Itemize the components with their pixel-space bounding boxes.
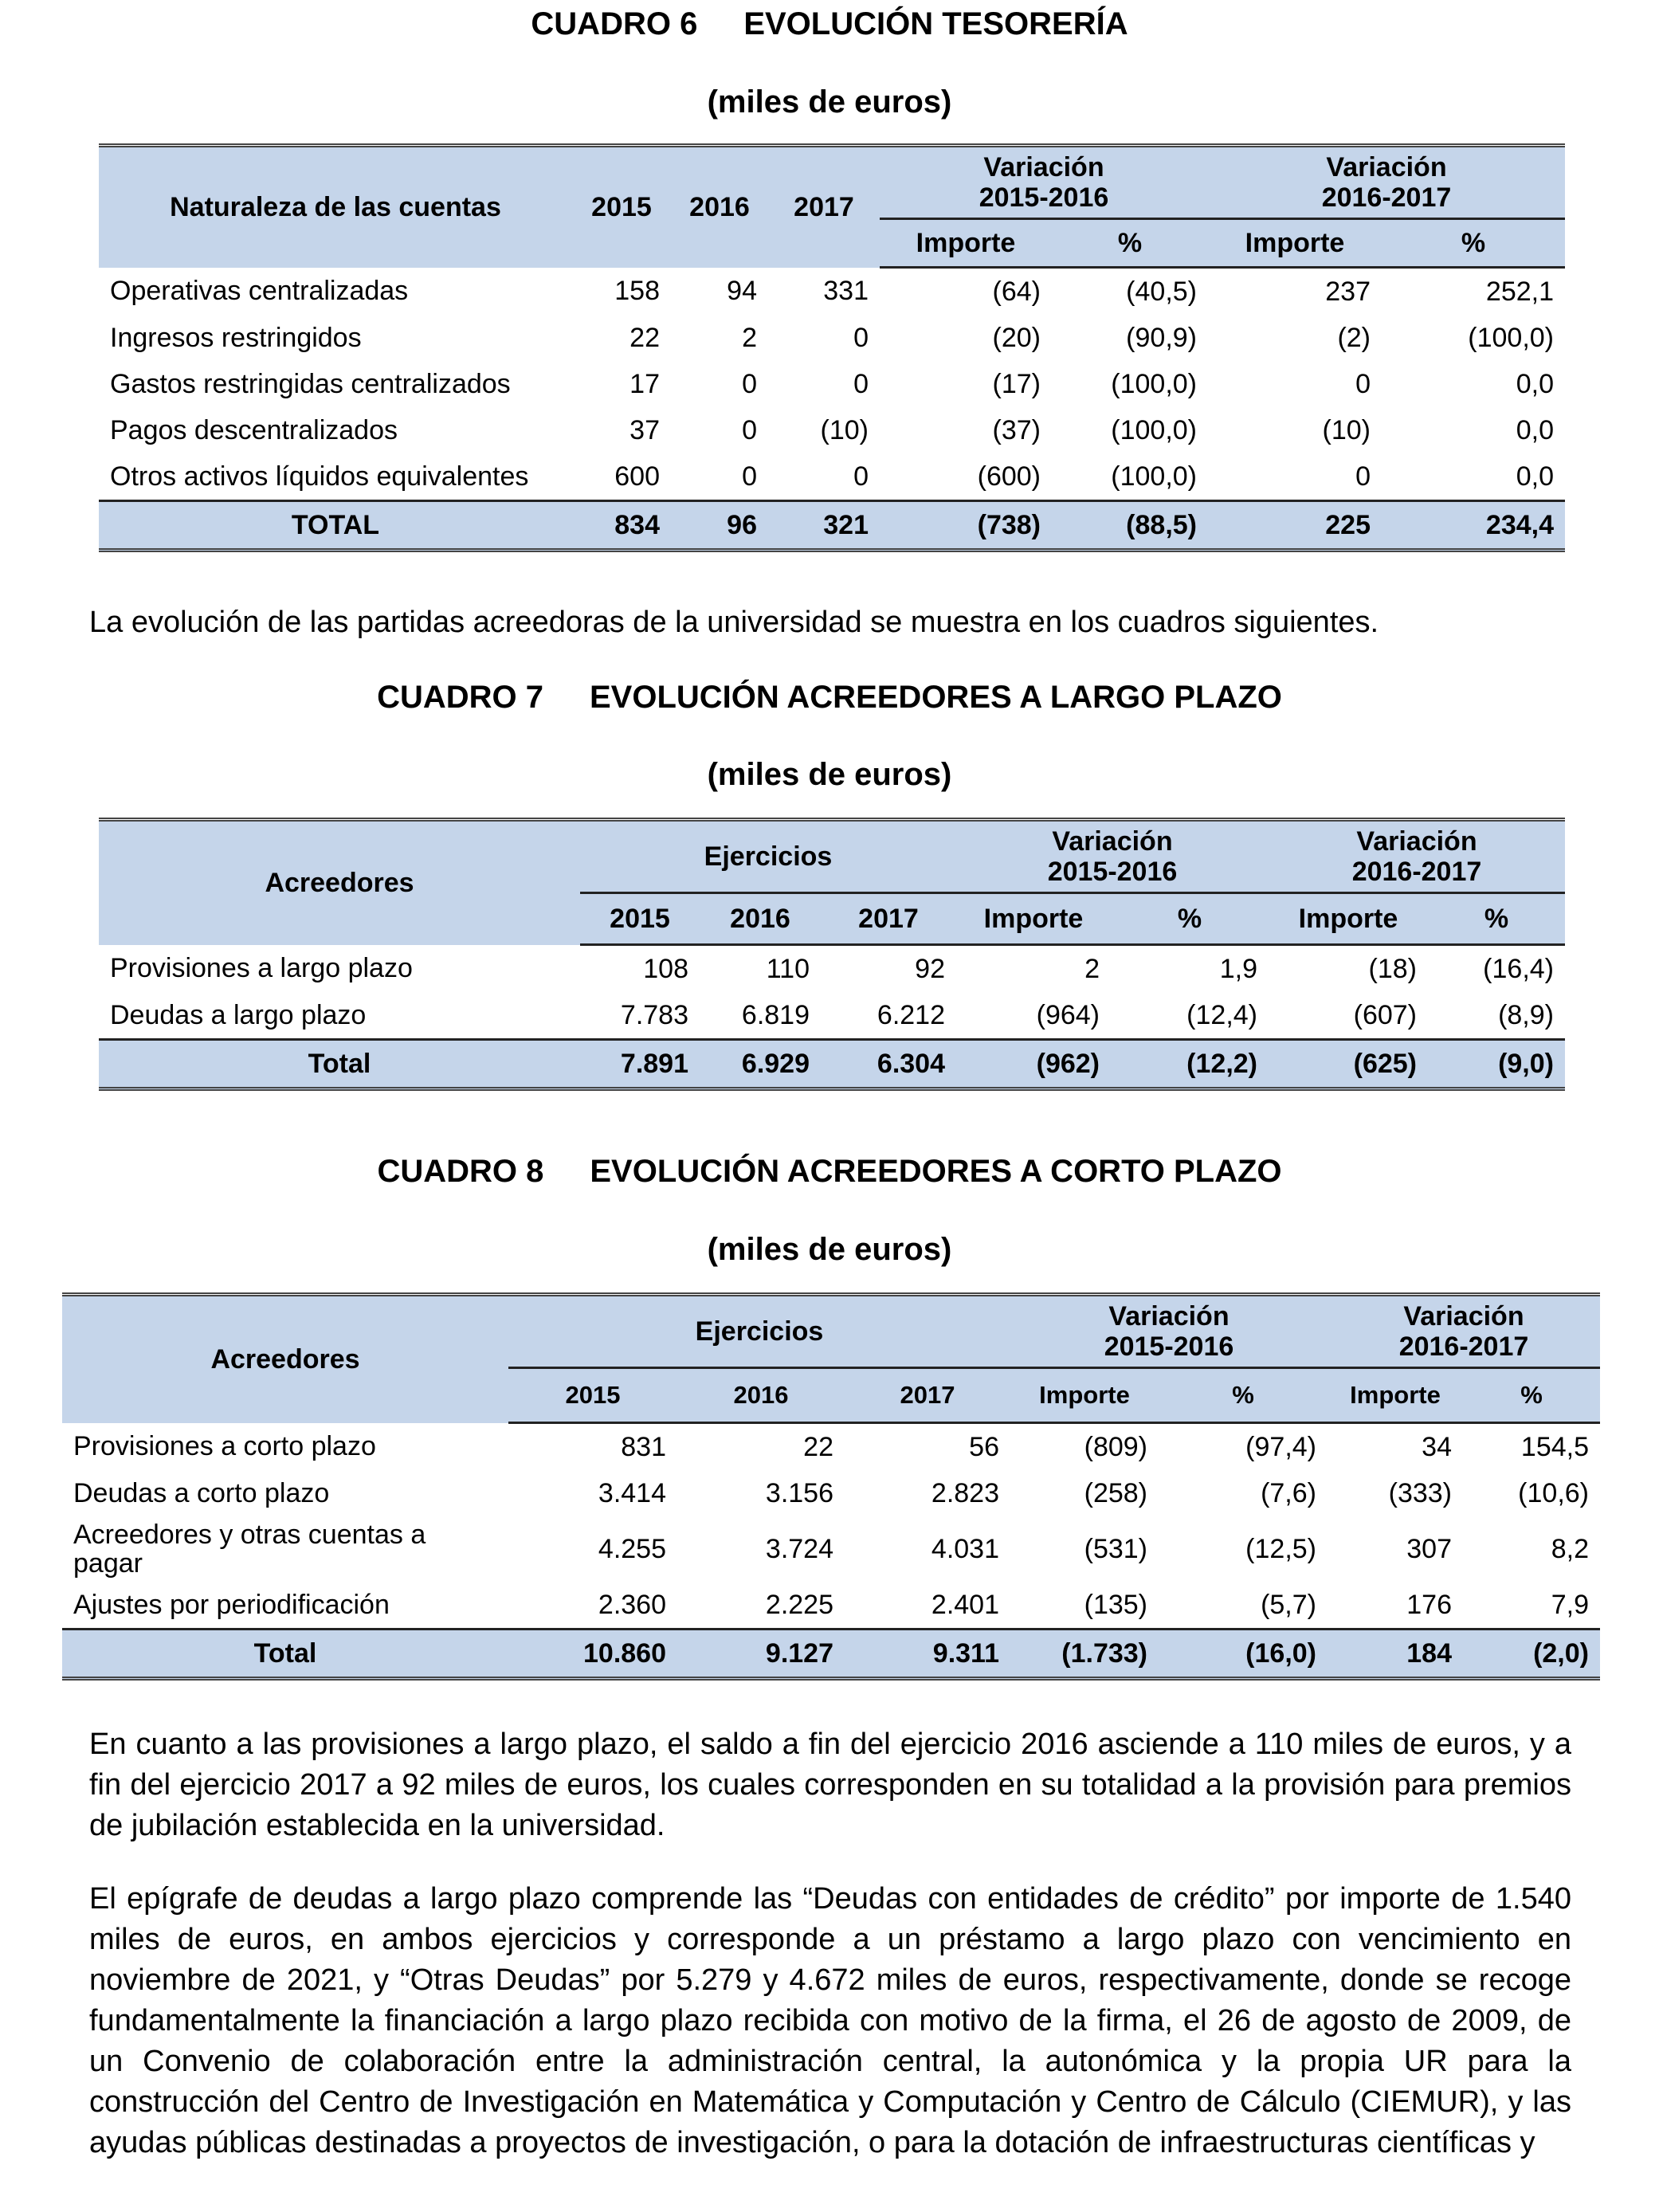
c7-var1-years: 2015-2016 bbox=[1047, 857, 1178, 887]
table-row bbox=[99, 361, 1565, 407]
table-cell: (9,0) bbox=[1428, 1040, 1565, 1089]
table-cell: 0 bbox=[1355, 368, 1371, 399]
table-cell: 3.724 bbox=[765, 1533, 833, 1564]
table-cell: 2 bbox=[742, 322, 757, 353]
table-cell: 234,4 bbox=[1382, 501, 1565, 551]
c7-col-header-var2 bbox=[1269, 820, 1565, 893]
intro-paragraph: La evolución de las partidas acreedoras de la universidad se muestra en los cuadros siguientes. bbox=[89, 606, 1379, 639]
cuadro6-units: (miles de euros) bbox=[707, 84, 952, 120]
table-cell: Total bbox=[99, 1040, 580, 1089]
c6-col-header-pct1: % bbox=[1052, 219, 1208, 268]
c8-col-header-var2 bbox=[1328, 1295, 1600, 1368]
table-cell: 0 bbox=[853, 322, 869, 353]
table-cell: (12,4) bbox=[1186, 999, 1257, 1030]
table-cell: 0 bbox=[742, 461, 757, 492]
table-cell: (40,5) bbox=[1126, 276, 1197, 307]
table-cell: 4.255 bbox=[598, 1533, 666, 1564]
table-cell: (5,7) bbox=[1261, 1589, 1316, 1620]
c6-col-header-importe1: Importe bbox=[880, 219, 1052, 268]
table-cell: 7,9 bbox=[1551, 1589, 1589, 1620]
table-cell: (16,0) bbox=[1159, 1630, 1328, 1679]
c8-var2-label: Variación bbox=[1403, 1301, 1524, 1332]
table-cell: (600) bbox=[977, 461, 1041, 492]
table-cell: Ajustes por periodificación bbox=[73, 1589, 390, 1620]
cuadro6-heading: EVOLUCIÓN TESORERÍA bbox=[743, 6, 1128, 41]
table-cell: (2) bbox=[1337, 322, 1371, 353]
table-total-row bbox=[99, 501, 1565, 551]
table-cell: Gastos restringidas centralizados bbox=[110, 368, 511, 399]
c7-col-header-importe1: Importe bbox=[956, 893, 1111, 945]
cuadro8-number: CUADRO 8 bbox=[377, 1154, 544, 1189]
table-cell: 37 bbox=[629, 414, 660, 445]
table-cell: (7,6) bbox=[1261, 1477, 1316, 1508]
table-cell: 237 bbox=[1325, 276, 1371, 307]
c8-col-header-pct2: % bbox=[1463, 1368, 1600, 1423]
c8-col-header-2015: 2015 bbox=[508, 1368, 677, 1423]
table-cell: (531) bbox=[1084, 1533, 1147, 1564]
table-cell: 0,0 bbox=[1516, 368, 1554, 399]
table-cell: 110 bbox=[766, 953, 810, 984]
table-cell: 834 bbox=[572, 501, 671, 551]
table-cell: 96 bbox=[671, 501, 768, 551]
table-cell: (809) bbox=[1084, 1431, 1147, 1462]
table-cell: (962) bbox=[956, 1040, 1111, 1089]
paragraph-provisiones: En cuanto a las provisiones a largo plazo, el saldo a fin del ejercicio 2016 asciende a 110 miles de euros, y a fin del ejercicio 2017 a 92 miles de euros, los cuales corresponden en su totalidad a la provisión para premios de jubilación establecida en la universidad. bbox=[89, 1728, 1571, 1842]
table-cell: 184 bbox=[1328, 1630, 1463, 1679]
c7-var2-label: Variación bbox=[1356, 826, 1477, 857]
table-cell: (333) bbox=[1388, 1477, 1452, 1508]
table-cell: 331 bbox=[823, 275, 869, 306]
table-cell: Pagos descentralizados bbox=[110, 414, 398, 445]
table-cell: Provisiones a corto plazo bbox=[73, 1430, 376, 1461]
c8-col-header-importe2: Importe bbox=[1328, 1368, 1463, 1423]
table-cell: 307 bbox=[1406, 1533, 1452, 1564]
table-cell: 0 bbox=[742, 414, 757, 445]
cuadro8-table bbox=[62, 1292, 1600, 1681]
cuadro6-number: CUADRO 6 bbox=[531, 6, 698, 41]
cuadro7-table bbox=[99, 818, 1565, 1091]
table-cell: (100,0) bbox=[1111, 414, 1197, 445]
table-cell: (12,2) bbox=[1111, 1040, 1269, 1089]
table-cell: (10) bbox=[820, 414, 869, 445]
table-row bbox=[62, 1470, 1600, 1516]
table-cell: Otros activos líquidos equivalentes bbox=[110, 461, 529, 492]
table-cell: (135) bbox=[1084, 1589, 1147, 1620]
c8-col-header-pct1: % bbox=[1159, 1368, 1328, 1423]
table-row bbox=[99, 407, 1565, 453]
table-row bbox=[62, 1423, 1600, 1471]
table-cell: 108 bbox=[643, 953, 688, 984]
cuadro7-heading: EVOLUCIÓN ACREEDORES A LARGO PLAZO bbox=[589, 680, 1282, 715]
table-cell: 6.929 bbox=[700, 1040, 821, 1089]
table-cell: 158 bbox=[614, 275, 660, 306]
cuadro7-units: (miles de euros) bbox=[707, 757, 952, 792]
c6-var1-years: 2015-2016 bbox=[979, 182, 1109, 213]
table-cell: 0 bbox=[1355, 461, 1371, 492]
table-row bbox=[99, 315, 1565, 361]
table-cell: 7.783 bbox=[620, 999, 688, 1030]
c6-col-header-2016: 2016 bbox=[671, 146, 768, 268]
table-cell: (625) bbox=[1269, 1040, 1428, 1089]
table-cell: 22 bbox=[629, 322, 660, 353]
table-cell: 7.891 bbox=[580, 1040, 700, 1089]
table-cell: 0 bbox=[742, 368, 757, 399]
table-row bbox=[99, 992, 1565, 1040]
table-cell: (20) bbox=[992, 322, 1041, 353]
table-cell: (100,0) bbox=[1468, 322, 1554, 353]
table-cell: 3.156 bbox=[765, 1477, 833, 1508]
paragraph-deudas: El epígrafe de deudas a largo plazo comprende las “Deudas con entidades de crédito” por importe de 1.540 miles de euros, en ambos ejercicios y corresponde a un préstamo a largo plazo con vencimiento en noviembre de 2021, y “Otras Deudas” por 5.279 y 4.672 miles de euros, respectivamente, donde se recoge fundamentalmente la financiación a largo plazo recibida con motivo de la firma, el 26 de agosto de 2009, de un Convenio de colaboración entre la administración central, la autonómica y la propia UR para la construcción del Centro de Investigación en Matemática y Computación y Centro de Cálculo (CIEMUR), y las ayudas públicas destinadas a proyectos de investigación, o para la dotación de infraestructuras científicas y bbox=[89, 1882, 1571, 2159]
cuadro7-title bbox=[0, 680, 1659, 716]
cuadro6-table bbox=[99, 143, 1565, 552]
c8-col-header-acreedores: Acreedores bbox=[62, 1295, 508, 1423]
c6-col-header-var2 bbox=[1208, 146, 1565, 219]
cuadro8-heading: EVOLUCIÓN ACREEDORES A CORTO PLAZO bbox=[590, 1154, 1282, 1189]
cuadro8-units: (miles de euros) bbox=[707, 1232, 952, 1267]
table-cell: 2 bbox=[1084, 953, 1100, 984]
c6-col-header-2017: 2017 bbox=[768, 146, 880, 268]
table-cell: 0,0 bbox=[1516, 414, 1554, 445]
table-cell: 6.212 bbox=[877, 999, 945, 1030]
table-cell: 22 bbox=[803, 1431, 833, 1462]
table-cell: 9.127 bbox=[677, 1630, 845, 1679]
table-cell: (97,4) bbox=[1245, 1431, 1316, 1462]
table-cell: 225 bbox=[1208, 501, 1382, 551]
c7-col-header-2017: 2017 bbox=[821, 893, 956, 945]
table-cell: 831 bbox=[621, 1431, 666, 1462]
table-row bbox=[99, 453, 1565, 501]
table-cell: 34 bbox=[1422, 1431, 1452, 1462]
table-cell: 8,2 bbox=[1551, 1533, 1589, 1564]
table-cell: (64) bbox=[992, 276, 1041, 307]
table-cell: (738) bbox=[880, 501, 1052, 551]
table-cell: (607) bbox=[1353, 999, 1417, 1030]
table-cell: (8,9) bbox=[1498, 999, 1554, 1030]
table-cell: Deudas a corto plazo bbox=[73, 1477, 330, 1508]
table-cell: 10.860 bbox=[508, 1630, 677, 1679]
table-cell: (964) bbox=[1036, 999, 1100, 1030]
cuadro7-number: CUADRO 7 bbox=[377, 680, 543, 715]
c7-col-header-importe2: Importe bbox=[1269, 893, 1428, 945]
c7-var1-label: Variación bbox=[1052, 826, 1173, 857]
table-row bbox=[99, 268, 1565, 316]
c6-col-header-var1 bbox=[880, 146, 1208, 219]
c8-col-header-importe1: Importe bbox=[1010, 1368, 1159, 1423]
cuadro6-title bbox=[0, 6, 1659, 42]
table-total-row bbox=[99, 1040, 1565, 1089]
table-cell: 0 bbox=[853, 461, 869, 492]
table-cell: (100,0) bbox=[1111, 461, 1197, 492]
table-cell: (10,6) bbox=[1518, 1477, 1589, 1508]
table-cell: 9.311 bbox=[845, 1630, 1010, 1679]
c6-col-header-2015: 2015 bbox=[572, 146, 671, 268]
c6-var2-label: Variación bbox=[1326, 152, 1447, 182]
table-cell: 3.414 bbox=[598, 1477, 666, 1508]
table-cell: Ingresos restringidos bbox=[110, 322, 362, 353]
table-cell: 2.225 bbox=[765, 1589, 833, 1620]
c8-col-header-2017: 2017 bbox=[845, 1368, 1010, 1423]
c8-var2-years: 2016-2017 bbox=[1398, 1332, 1529, 1362]
table-cell: 1,9 bbox=[1219, 953, 1257, 984]
table-cell: 2.823 bbox=[931, 1477, 999, 1508]
c7-col-header-2016: 2016 bbox=[700, 893, 821, 945]
table-cell: (100,0) bbox=[1111, 368, 1197, 399]
c6-col-header-pct2: % bbox=[1382, 219, 1565, 268]
table-cell: (90,9) bbox=[1126, 322, 1197, 353]
table-cell: 6.819 bbox=[741, 999, 810, 1030]
table-cell: Acreedores y otras cuentas a pagar bbox=[73, 1520, 426, 1579]
table-cell: 252,1 bbox=[1485, 276, 1554, 307]
table-row bbox=[62, 1516, 1600, 1582]
c7-col-header-pct1: % bbox=[1111, 893, 1269, 945]
table-cell: (37) bbox=[992, 414, 1041, 445]
table-cell: (258) bbox=[1084, 1477, 1147, 1508]
c6-col-header-importe2: Importe bbox=[1208, 219, 1382, 268]
c7-col-header-2015: 2015 bbox=[580, 893, 700, 945]
c8-col-header-var1 bbox=[1010, 1295, 1328, 1368]
table-cell: TOTAL bbox=[99, 501, 572, 551]
table-cell: 92 bbox=[915, 953, 945, 984]
table-cell: (12,5) bbox=[1245, 1533, 1316, 1564]
table-cell: 94 bbox=[727, 275, 757, 306]
table-cell: Deudas a largo plazo bbox=[110, 999, 367, 1030]
c7-col-header-ejercicios: Ejercicios bbox=[580, 820, 956, 893]
c8-var1-label: Variación bbox=[1108, 1301, 1230, 1332]
c6-col-header-naturaleza: Naturaleza de las cuentas bbox=[99, 146, 572, 268]
c7-var2-years: 2016-2017 bbox=[1351, 857, 1482, 887]
table-cell: 0 bbox=[853, 368, 869, 399]
table-cell: Total bbox=[62, 1630, 508, 1679]
table-cell: (2,0) bbox=[1463, 1630, 1600, 1679]
table-cell: (88,5) bbox=[1052, 501, 1208, 551]
table-cell: 321 bbox=[768, 501, 880, 551]
c6-var1-label: Variación bbox=[983, 152, 1104, 182]
table-row bbox=[99, 945, 1565, 993]
table-total-row bbox=[62, 1630, 1600, 1679]
table-cell: 17 bbox=[629, 368, 660, 399]
c8-col-header-ejercicios: Ejercicios bbox=[508, 1295, 1010, 1368]
table-cell: 176 bbox=[1406, 1589, 1452, 1620]
table-cell: 0,0 bbox=[1516, 461, 1554, 492]
c8-col-header-2016: 2016 bbox=[677, 1368, 845, 1423]
table-cell: (16,4) bbox=[1483, 953, 1554, 984]
c7-col-header-acreedores: Acreedores bbox=[99, 820, 580, 945]
table-cell: 56 bbox=[969, 1431, 999, 1462]
table-cell: 4.031 bbox=[931, 1533, 999, 1564]
c7-col-header-pct2: % bbox=[1428, 893, 1565, 945]
table-cell: (17) bbox=[992, 368, 1041, 399]
c6-var2-years: 2016-2017 bbox=[1321, 182, 1452, 213]
table-cell: (18) bbox=[1368, 953, 1417, 984]
cuadro8-title bbox=[0, 1154, 1659, 1190]
table-cell: 2.360 bbox=[598, 1589, 666, 1620]
c7-col-header-var1 bbox=[956, 820, 1269, 893]
table-cell: 600 bbox=[614, 461, 660, 492]
table-cell: Operativas centralizadas bbox=[110, 275, 409, 306]
table-cell: (1.733) bbox=[1010, 1630, 1159, 1679]
table-cell: Provisiones a largo plazo bbox=[110, 952, 413, 983]
table-cell: 2.401 bbox=[931, 1589, 999, 1620]
table-cell: 154,5 bbox=[1520, 1431, 1589, 1462]
table-cell: 6.304 bbox=[821, 1040, 956, 1089]
table-cell: (10) bbox=[1322, 414, 1371, 445]
table-row bbox=[62, 1582, 1600, 1630]
c8-var1-years: 2015-2016 bbox=[1104, 1332, 1234, 1362]
